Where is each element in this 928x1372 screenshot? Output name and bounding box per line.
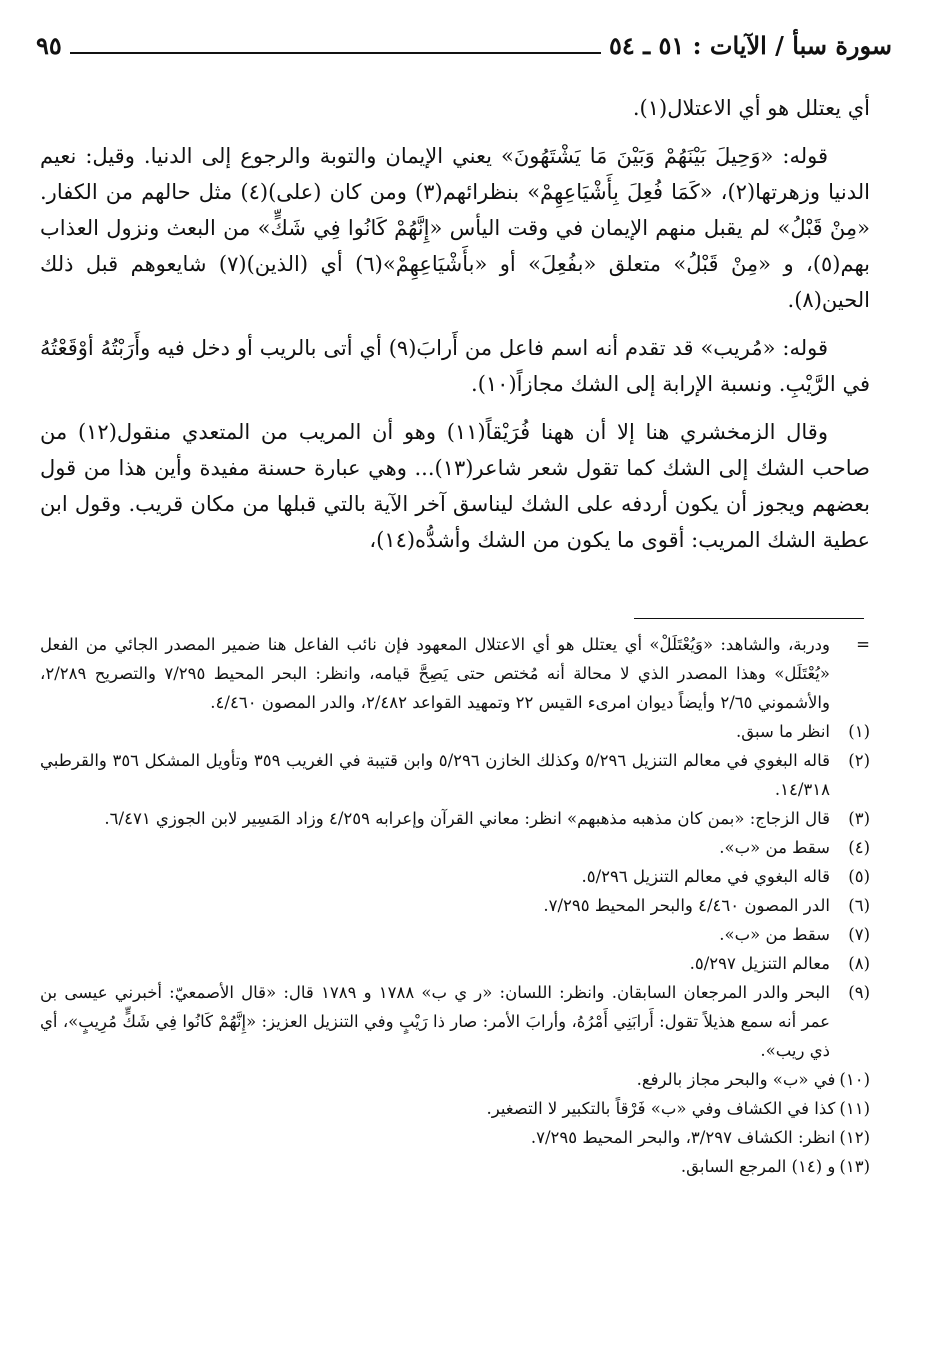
footnote-number: (١) [848, 722, 870, 741]
footnote [40, 630, 870, 717]
footnote [40, 862, 870, 891]
paragraph: وقال الزمخشري هنا إلا أن ههنا فُرَيْقاً(١١) وهو أن المريب من المتعدي منقول(١٢) من صاحب الشك إلى الشك كما تقول شعر شاعر(١٣)... وهي عبارة حسنة مفيدة وأين هذا من قول بعضهم ويجوز أن يكون أردفه على الشك ليناسق آخر الآية بالتي قبلها من مكان قريب. وقول ابن عطية الشك المريب: أقوى ما يكون من الشك وأشدُّه(١٤)، [40, 420, 870, 552]
footnotes [40, 630, 870, 1181]
footnote [40, 1094, 870, 1123]
footnote-number: = [856, 635, 870, 654]
footnote-text: و (١٤) المرجع السابق. [680, 1157, 836, 1176]
footnote [40, 978, 870, 1065]
paragraph: أي يعتلل هو أي الاعتلال(١). [632, 96, 870, 120]
footnote [40, 804, 870, 833]
footnote-text: معالم التنزيل ٥/٢٩٧. [689, 954, 830, 973]
footnote-number: (٦) [848, 896, 870, 915]
main-text [40, 90, 870, 570]
running-title: سورة سبأ / الآيات : ٥١ ـ ٥٤ [609, 31, 892, 60]
footnote-number: (٩) [848, 983, 870, 1002]
footnote-text: انظر: الكشاف ٣/٢٩٧، والبحر المحيط ٧/٢٩٥. [530, 1128, 836, 1147]
footnote [40, 717, 870, 746]
footnote-number: (٢) [848, 751, 870, 770]
footnote [40, 949, 870, 978]
footnote [40, 891, 870, 920]
footnote-number: (٣) [848, 809, 870, 828]
footnote [40, 1123, 870, 1152]
footnote-number: (١٢) [839, 1128, 870, 1147]
footnote-text: انظر ما سبق. [736, 722, 830, 741]
footnote-number: (٤) [848, 838, 870, 857]
footnote-text: البحر والدر المرجعان السابقان. وانظر: اللسان: «ر ي ب» ١٧٨٨ و ١٧٨٩ قال: «قال الأصمعيّ: أخبرني عيسى بن عمر أنه سمع هذيلاً تقول: أَرابَنِي أَمْرُهُ، وأرابَ الأمر: صار ذا رَيْبٍ وفي التنزيل العزيز: «إِنَّهُمْ كَانُوا فِي شَكٍّ مُرِيبٍ»، أي ذي ريب». [40, 983, 831, 1060]
footnote-text: الدر المصون ٤/٤٦٠ والبحر المحيط ٧/٢٩٥. [543, 896, 830, 915]
paragraph: قوله: «مُريب» قد تقدم أنه اسم فاعل من أَرابَ(٩) أي أتى بالريب أو دخل فيه وأَرَبْتُهُ أوْقَعْتُهُ في الرَّيْبِ. ونسبة الإرابة إلى الشك مجازاً(١٠). [40, 336, 870, 396]
footnote [40, 920, 870, 949]
footnote-text: ودربة، والشاهد: «وَيُعْتَلَلْ» أي يعتلل هو أي الاعتلال المعهود فإن نائب الفاعل هنا ضمير المصدر الجائي من الفعل «يُعْتَلَل» وهذا المصدر الذي لا محالة أنه مُختص حتى يَصِحَّ قيامه، وانظر: البحر المحيط ٧/٢٩٥ والتصريح ٢/٢٨٩، والأشموني ٢/٦٥ وأيضاً ديوان امرىء القيس ٢٢ وتمهيد القواعد ٢/٤٨٢، والدر المصون ٤/٤٦٠. [40, 635, 830, 712]
footnote [40, 746, 870, 804]
footnote-text: قال الزجاج: «بمن كان مذهبه مذهبهم» انظر: معاني القرآن وإعرابه ٤/٢٥٩ وزاد المَسِير لابن الجوزي ٦/٤٧١. [104, 809, 830, 828]
footnote-number: (٧) [848, 925, 870, 944]
footnote-number: (٥) [848, 867, 870, 886]
footnote-number: (١٣) [839, 1157, 870, 1176]
footnote [40, 833, 870, 862]
footnote-text: قاله البغوي في معالم التنزيل ٥/٢٩٦ وكذلك الخازن ٥/٢٩٦ وابن قتيبة في الغريب ٣٥٩ وتأويل المشكل ٣٥٦ والقرطبي ١٤/٣١٨. [40, 751, 830, 799]
paragraph: قوله: «وَحِيلَ بَيْنَهُمْ وَبَيْنَ مَا يَشْتَهُونَ» يعني الإيمان والتوبة والرجوع إلى الدنيا. وقيل: نعيم الدنيا وزهرتها(٢)، «كَمَا فُعِلَ بِأَشْيَاعِهِمْ» بنظرائهم(٣) ومن كان (على)(٤) مثل حالهم من الكفار. «مِنْ قَبْلُ» لم يقبل منهم الإيمان في وقت اليأس «إِنَّهُمْ كَانُوا فِي شَكٍّ» من البعث ونزول العذاب بهم(٥)، و «مِنْ قَبْلُ» متعلق «بفُعِلَ» أو «بأَشْيَاعِهِمْ»(٦) أي (الذين)(٧) شايعوهم قبل ذلك الحين(٨). [40, 144, 870, 312]
footnote-number: (٨) [848, 954, 870, 973]
footnote-text: سقط من «ب». [719, 925, 830, 944]
footnote-text: في «ب» والبحر مجاز بالرفع. [636, 1070, 836, 1089]
footnote [40, 1065, 870, 1094]
footnote-text: قاله البغوي في معالم التنزيل ٥/٢٩٦. [581, 867, 830, 886]
header-rule [70, 52, 601, 54]
footnote-text: كذا في الكشاف وفي «ب» فَرْقاً بالتكبير لا التصغير. [486, 1099, 836, 1118]
footnote-text: سقط من «ب». [719, 838, 830, 857]
footnote-separator [634, 618, 864, 619]
footnote-number: (١٠) [839, 1070, 870, 1089]
footnote [40, 1152, 870, 1181]
page-header [36, 30, 892, 60]
page-number: ٩٥ [36, 31, 62, 60]
footnote-number: (١١) [839, 1099, 870, 1118]
